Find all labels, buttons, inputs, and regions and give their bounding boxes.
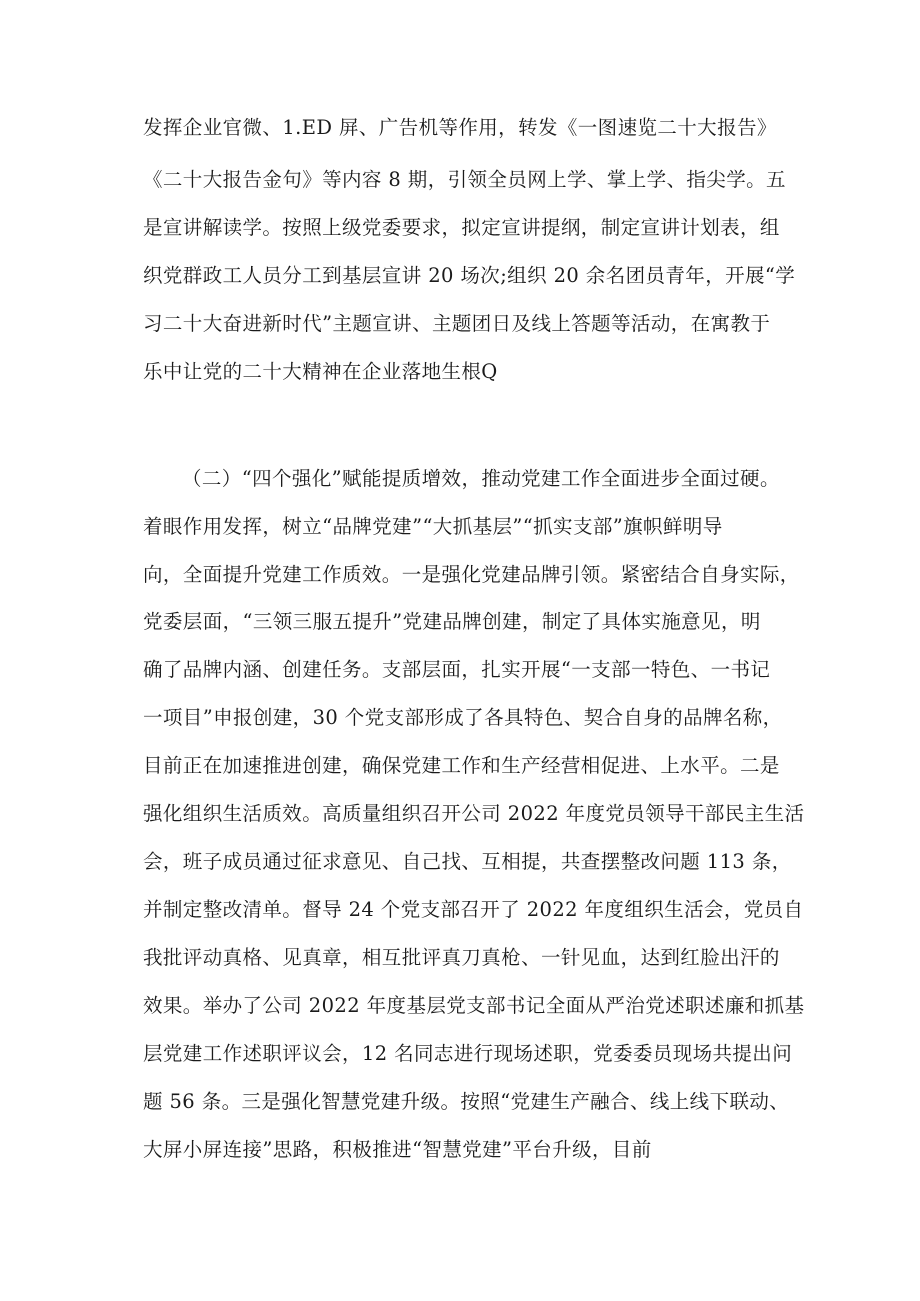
paragraph-2-line-11: 我批评动真格、见真章，相互批评真刀真枪、一针见血，达到红脸出汗的 xyxy=(143,946,780,969)
paragraph-2-line-2: 着眼作用发挥，树立“品牌党建”“大抓基层”“抓实支部”旗帜鲜明导 xyxy=(143,515,723,538)
paragraph-2-line-14: 题 56 条。三是强化智慧党建升级。按照“党建生产融合、线上线下联动、 xyxy=(143,1090,790,1113)
paragraph-2-heading-line: （二）“四个强化”赋能提质增效，推动党建工作全面进步全面过硬。 xyxy=(182,467,780,490)
paragraph-2-line-4: 党委层面，“三领三服五提升”党建品牌创建，制定了具体实施意见，明 xyxy=(143,610,761,633)
paragraph-1-line-4: 织党群政工人员分工到基层宣讲 20 场次;组织 20 余名团员青年，开展“学 xyxy=(143,264,796,287)
paragraph-1-line-2: 《二十大报告金句》等内容 8 期，引领全员网上学、掌上学、指尖学。五 xyxy=(143,168,786,191)
paragraph-2-line-10: 并制定整改清单。督导 24 个党支部召开了 2022 年度组织生活会，党员自 xyxy=(143,898,804,921)
paragraph-2-line-7: 目前正在加速推进创建，确保党建工作和生产经营相促进、上水平。二是 xyxy=(143,754,780,777)
paragraph-1-line-5: 习二十大奋进新时代”主题宣讲、主题团日及线上答题等活动，在寓教于 xyxy=(143,312,771,335)
paragraph-2-line-9: 会，班子成员通过征求意见、自己找、互相提，共查摆整改问题 113 条， xyxy=(143,850,792,873)
paragraph-2-line-6: 一项目”申报创建，30 个党支部形成了各具特色、契合自身的品牌名称， xyxy=(143,706,783,729)
paragraph-1-line-3: 是宣讲解读学。按照上级党委要求，拟定宣讲提纲，制定宣讲计划表，组 xyxy=(143,216,780,239)
paragraph-2-line-13: 层党建工作述职评议会，12 名同志进行现场述职，党委委员现场共提出问 xyxy=(143,1042,793,1065)
paragraph-2-line-3: 向，全面提升党建工作质效。一是强化党建品牌引领。紧密结合自身实际， xyxy=(143,563,800,586)
paragraph-2-line-5: 确了品牌内涵、创建任务。支部层面，扎实开展“一支部一特色、一书记 xyxy=(143,658,771,681)
paragraph-2-line-8: 强化组织生活质效。高质量组织召开公司 2022 年度党员领导干部民主生活 xyxy=(143,802,805,825)
paragraph-1-line-1: 发挥企业官微、1.ED 屏、广告机等作用，转发《一图速览二十大报告》 xyxy=(143,116,777,139)
paragraph-2-line-12: 效果。举办了公司 2022 年度基层党支部书记全面从严治党述职述廉和抓基 xyxy=(143,994,805,1017)
paragraph-2-line-15: 大屏小屏连接”思路，积极推进“智慧党建”平台升级，目前 xyxy=(143,1138,652,1161)
paragraph-1-line-6: 乐中让党的二十大精神在企业落地生根Q xyxy=(143,360,498,383)
